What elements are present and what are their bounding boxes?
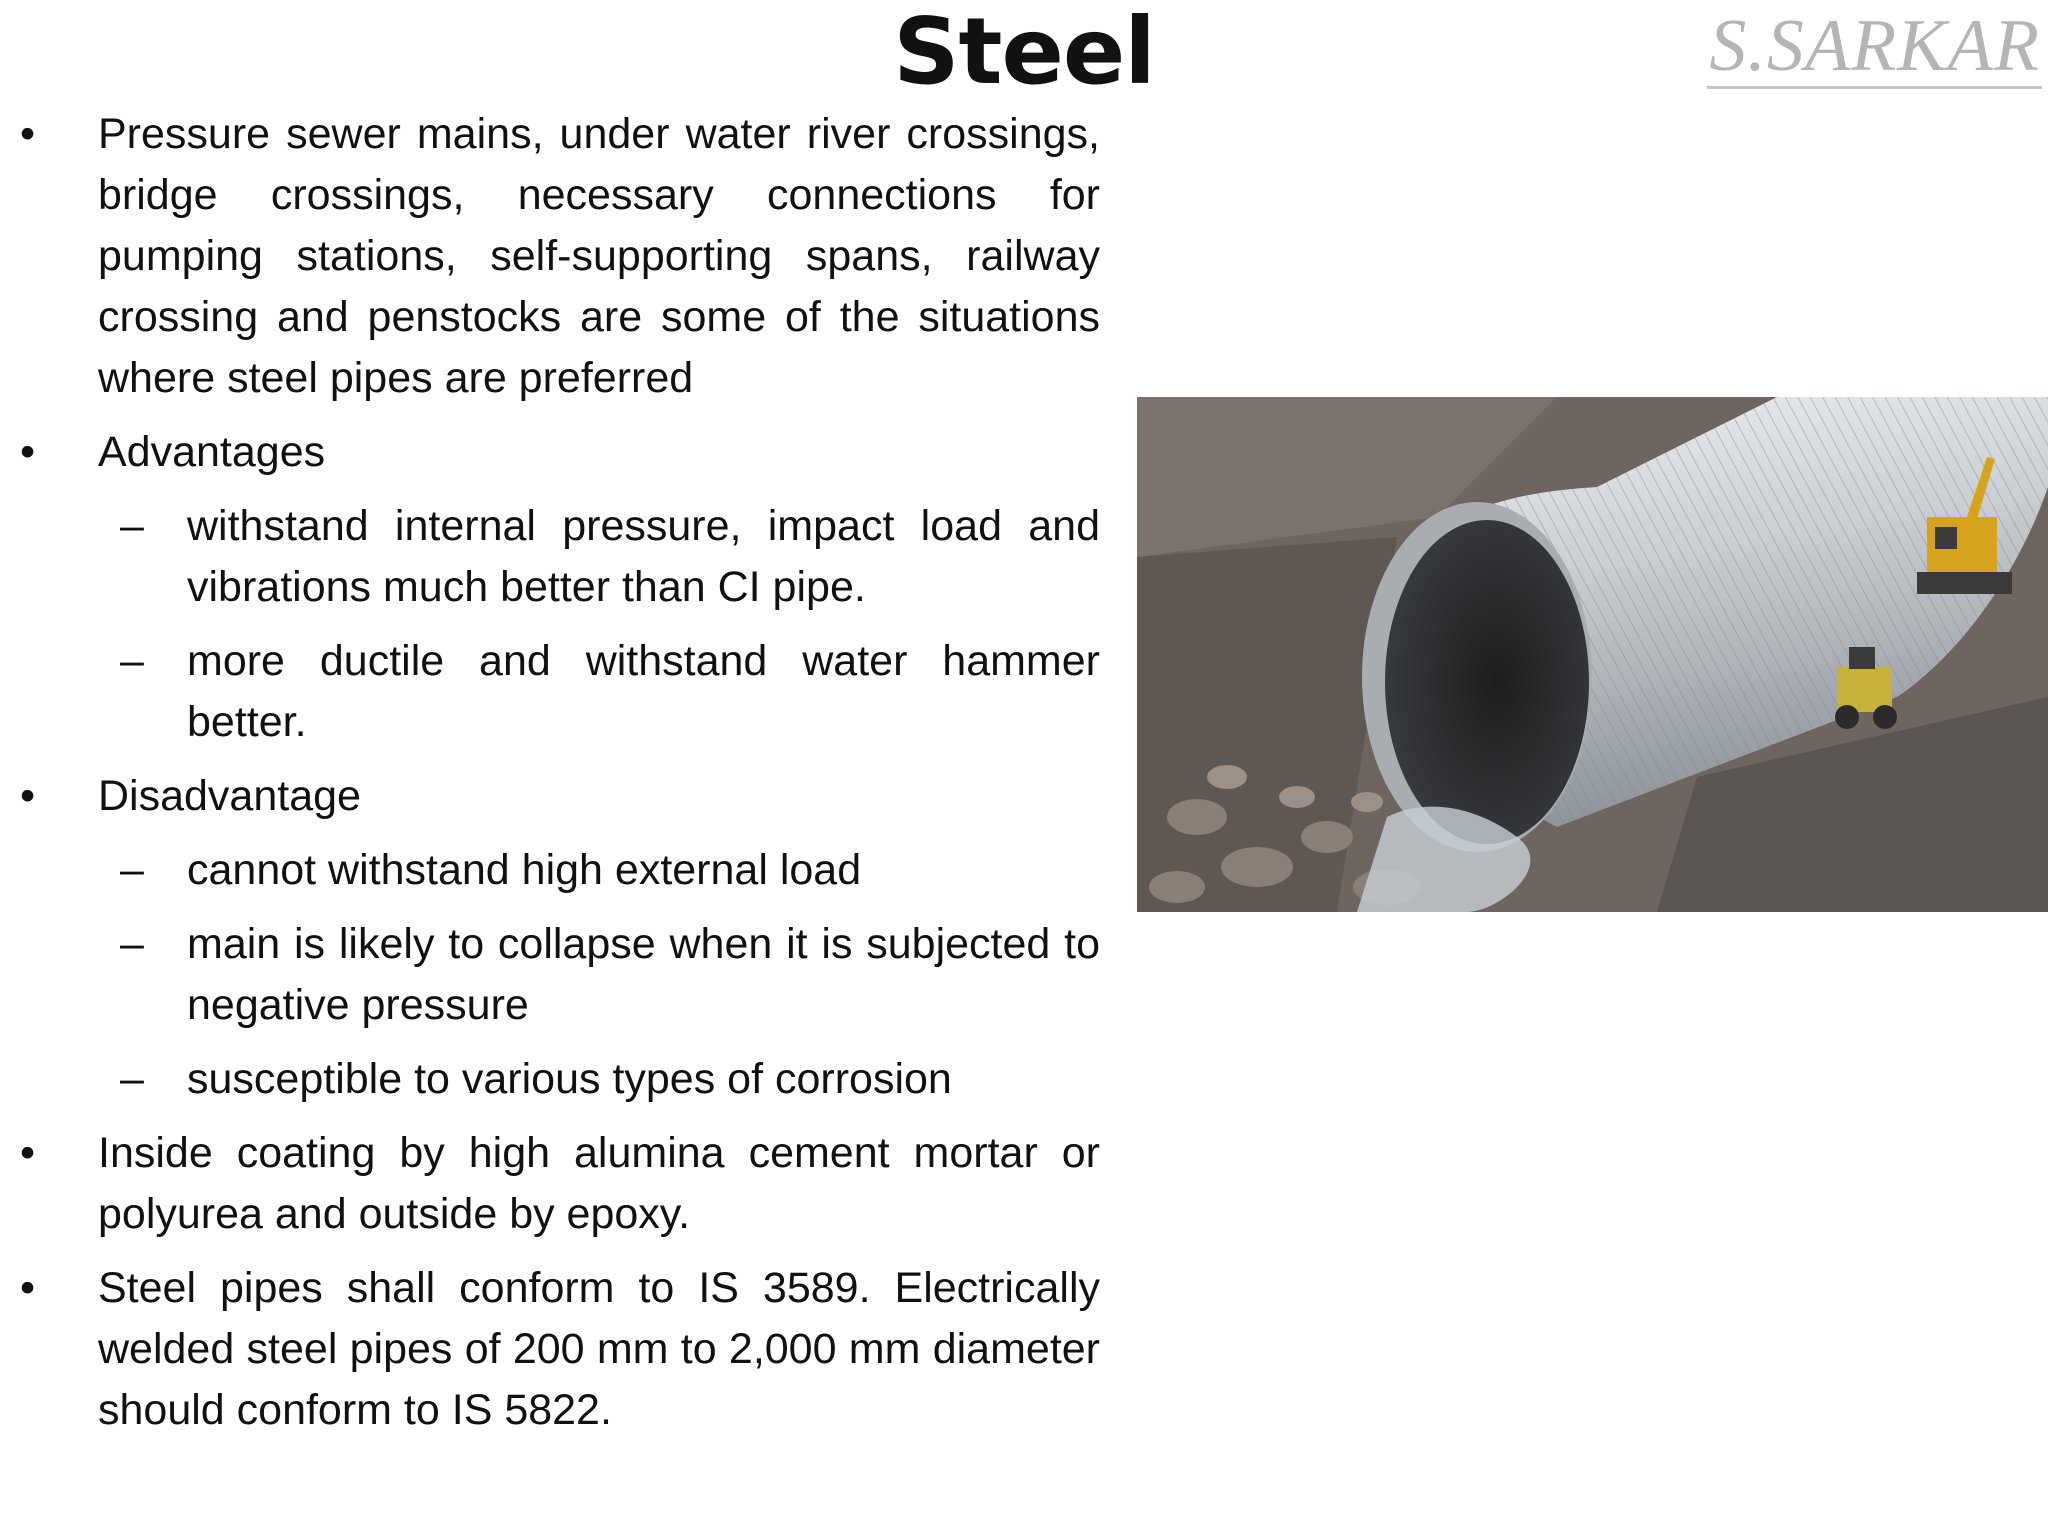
bullet-disadvantage-heading: • Disadvantage (20, 766, 1100, 827)
advantage-item: – more ductile and withstand water hammer better. (20, 631, 1100, 753)
slide-title: Steel (893, 0, 1155, 105)
disadvantage-item: – cannot withstand high external load (20, 840, 1100, 901)
disadvantage-item: – main is likely to collapse when it is subjected to negative pressure (20, 914, 1100, 1036)
bullet-standards: • Steel pipes shall conform to IS 3589. Electrically welded steel pipes of 200 mm to 2,000 mm diameter should conform to IS 5822. (20, 1258, 1100, 1441)
slide-content (20, 104, 1100, 1454)
bullet-advantages-heading: • Advantages (20, 422, 1100, 483)
bullet-coating: • Inside coating by high alumina cement mortar or polyurea and outside by epoxy. (20, 1123, 1100, 1245)
disadvantage-item: – susceptible to various types of corrosion (20, 1049, 1100, 1110)
steel-pipe-photo (1137, 397, 2048, 912)
bullet-intro: • Pressure sewer mains, under water river crossings, bridge crossings, necessary connections for pumping stations, self-supporting spans, railway crossing and penstocks are some of the situations where steel pipes are preferred (20, 104, 1100, 409)
advantage-item: – withstand internal pressure, impact load and vibrations much better than CI pipe. (20, 496, 1100, 618)
author-logo: S.SARKAR (1709, 5, 2040, 87)
